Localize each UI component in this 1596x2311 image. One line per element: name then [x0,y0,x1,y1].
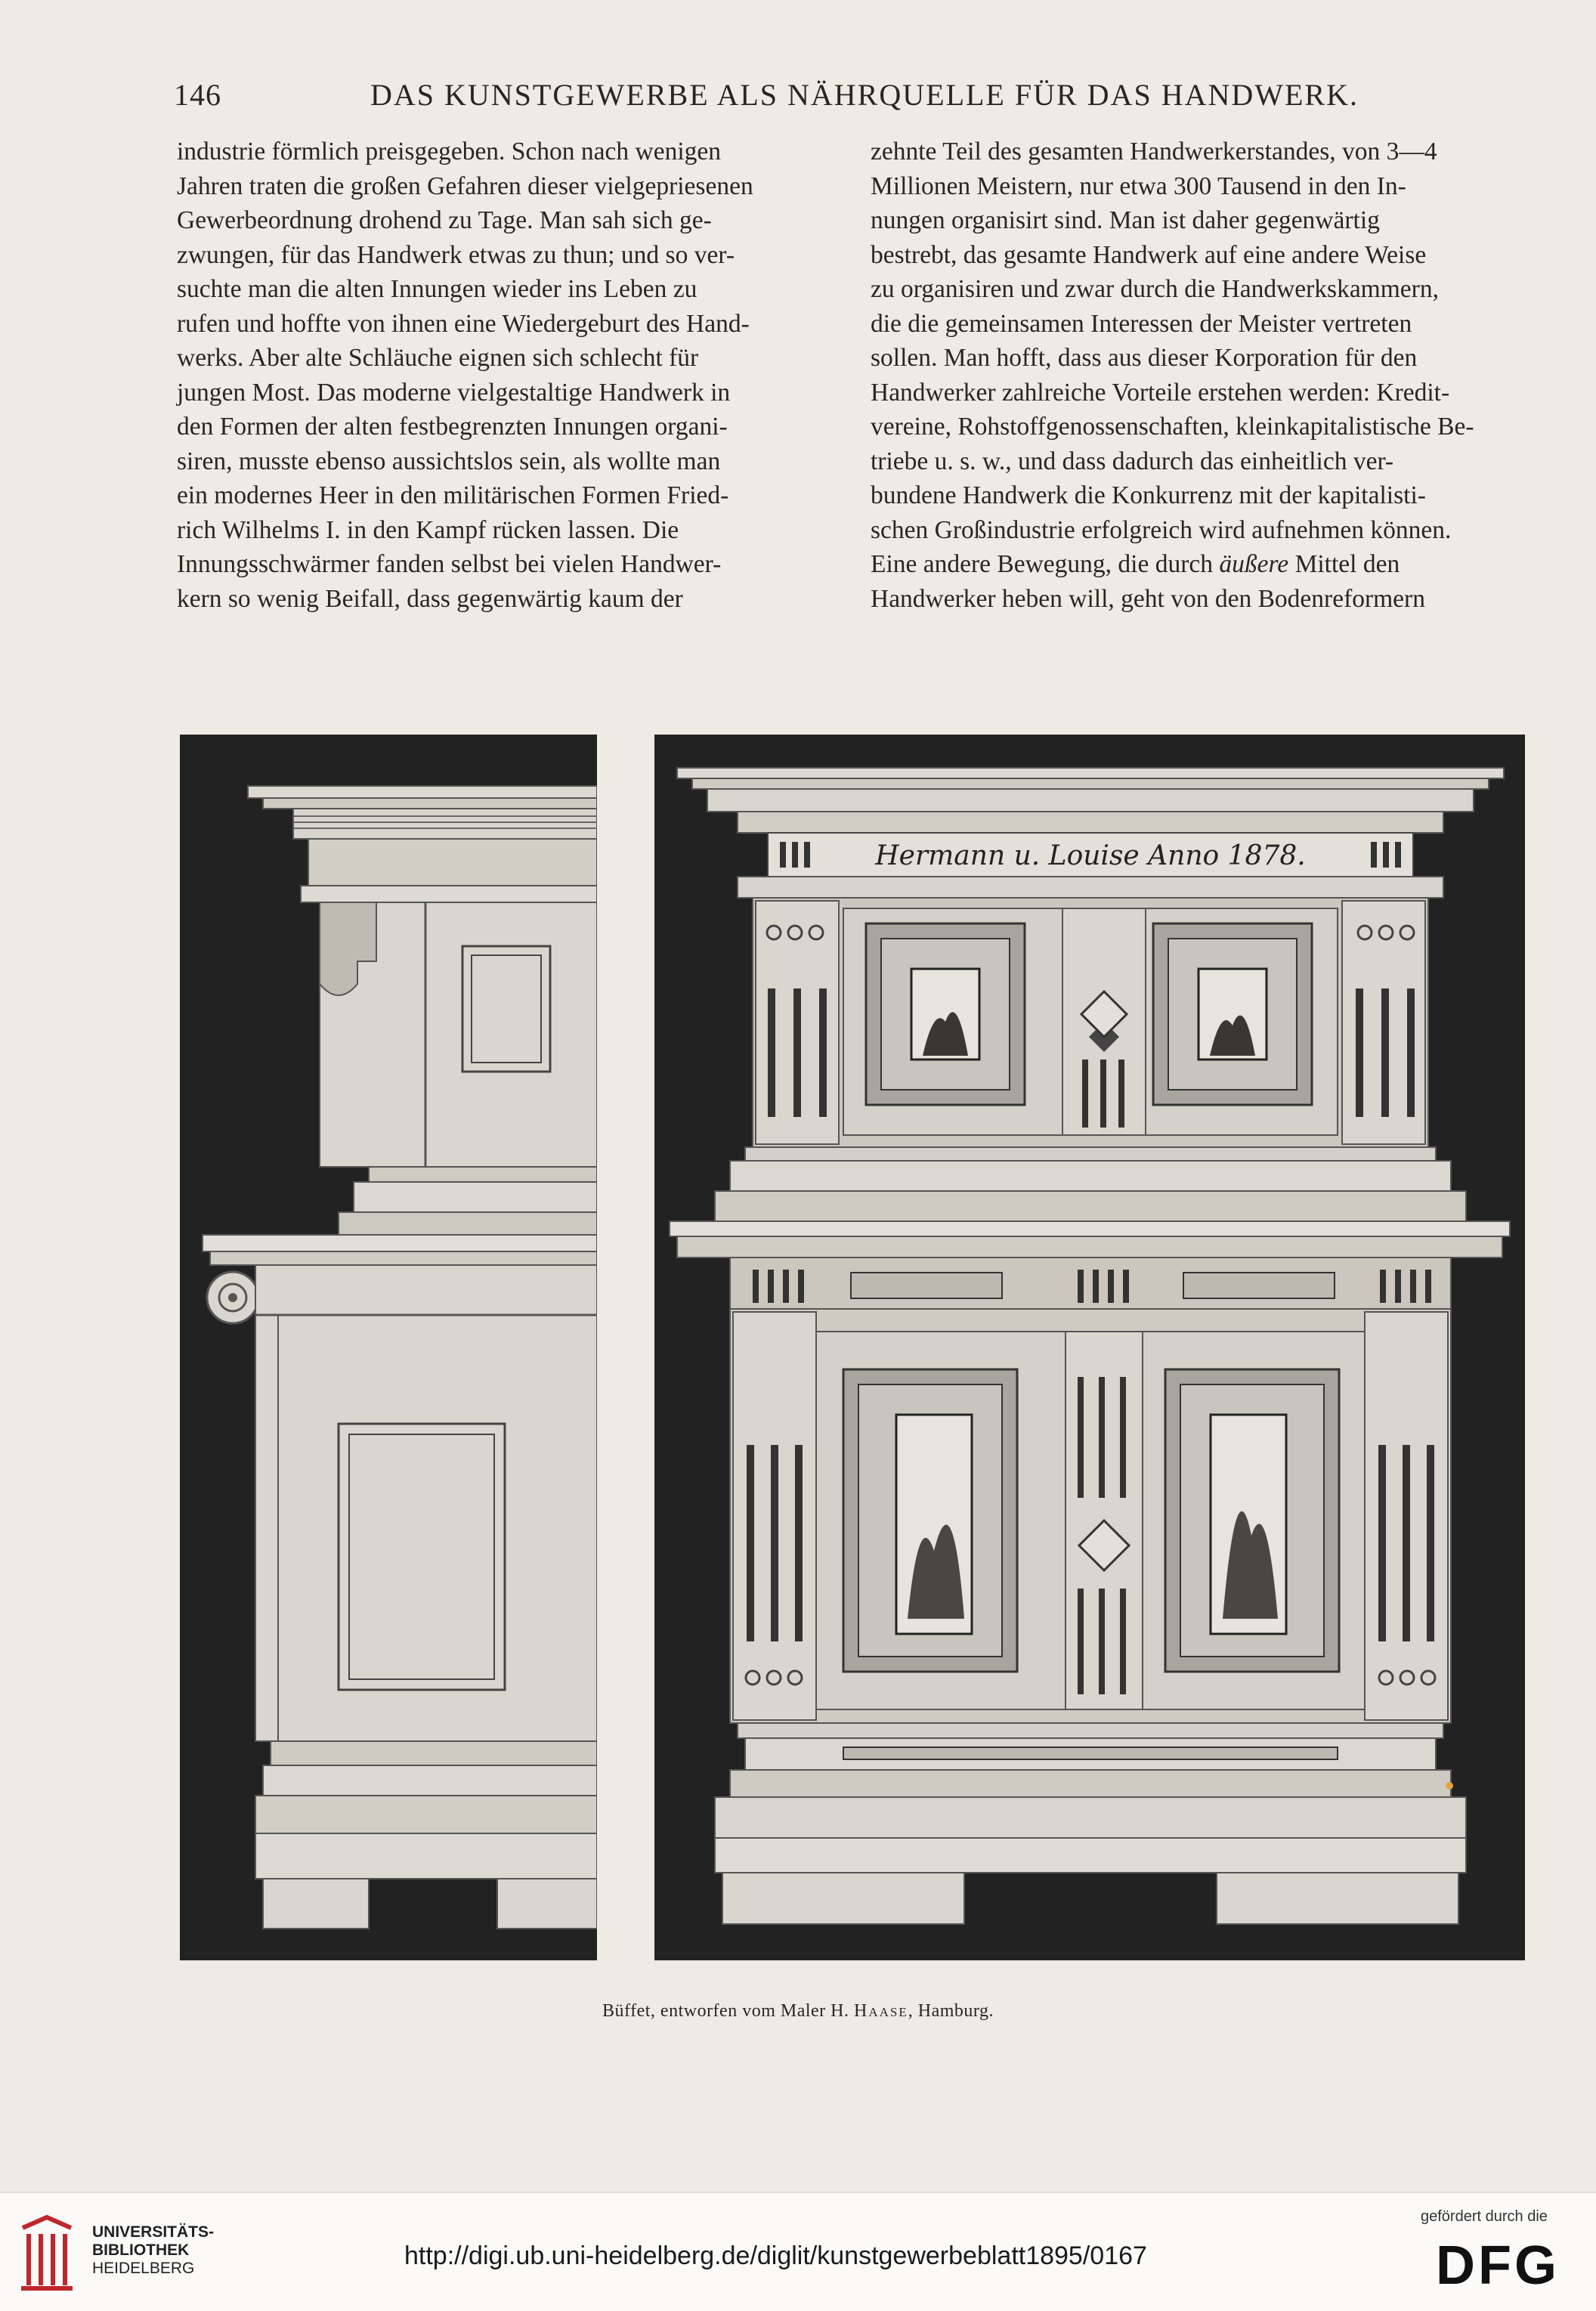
text-line: Gewerbeordnung drohend zu Tage. Man sah sich ge- [177,206,712,234]
buffet-front-illustration [654,735,1525,1960]
text-line: Innungsschwärmer fanden selbst bei vielen Handwer- [177,550,722,578]
text-line: bestrebt, das gesamte Handwerk auf eine andere Weise [871,240,1427,269]
library-line: HEIDELBERG [92,2260,195,2277]
text-line: siren, musste ebenso aussichtslos sein, als wollte man [177,447,721,475]
text-line: rich Wilhelms I. in den Kampf rücken lassen. Die [177,515,679,544]
university-library-logo [17,2213,77,2296]
running-title: DAS KUNSTGEWERBE ALS NÄHRQUELLE FÜR DAS HANDWERK. [370,78,1359,112]
text-line: Millionen Meistern, nur etwa 300 Tausend in den In- [871,172,1406,200]
text-line: kern so wenig Beifall, dass gegenwärtig kaum der [177,584,683,613]
emphasis-word: äußere [1219,550,1289,578]
text-line: zehnte Teil des gesamten Handwerkerstandes, von 3—4 [871,138,1437,166]
dfg-logo-text: DFG [1436,2235,1560,2296]
text-line: nungen organisirt sind. Man ist daher gegenwärtig [871,206,1380,234]
text-line: die die gemeinsamen Interessen der Meister vertreten [871,309,1412,338]
text-column-left [177,135,834,616]
text-line [871,547,1520,582]
funding-note: gefördert durch die [1421,2208,1548,2225]
scan-mark [1446,1782,1453,1790]
buffet-front-view [654,735,1525,1960]
text-line: bundene Handwerk die Konkurrenz mit der kapitalisti- [871,481,1426,509]
permalink-url[interactable]: http://digi.ub.uni-heidelberg.de/diglit/kunstgewerbeblatt1895/0167 [404,2241,1147,2270]
text-line: werks. Aber alte Schläuche eignen sich schlecht für [177,344,699,372]
digitization-footer [0,2192,1596,2311]
library-line: UNIVERSITÄTS- [92,2223,215,2241]
text-line: zwungen, für das Handwerk etwas zu thun; und so ver- [177,240,735,269]
text-line: Handwerker heben will, geht von den Bodenreformern [871,584,1425,613]
text-line: sollen. Man hofft, dass aus dieser Korporation für den [871,344,1418,372]
text-line: industrie förmlich preisgegeben. Schon nach wenigen [177,138,722,166]
text-line: jungen Most. Das moderne vielgestaltige Handwerk in [177,378,731,407]
caption-text: , Hamburg. [908,2001,994,2021]
page-number: 146 [174,78,221,112]
text-fragment: Eine andere Bewegung, die durch [871,550,1214,578]
text-line: den Formen der alten festbegrenzten Innungen organi- [177,413,728,441]
text-line: Handwerker zahlreiche Vorteile erstehen werden: Kredit- [871,378,1450,407]
text-column-right [871,135,1520,616]
running-head [174,77,1519,115]
library-name [92,2223,214,2278]
text-line: suchte man die alten Innungen wieder ins Leben zu [177,275,697,303]
buffet-side-view [180,735,597,1960]
designer-name: Haase [854,2001,908,2021]
text-line: schen Großindustrie erfolgreich wird aufnehmen können. [871,515,1452,544]
figure-caption [0,2001,1596,2022]
text-line: zu organisiren und zwar durch die Handwerkskammern, [871,275,1439,303]
buffet-side-illustration [180,735,597,1960]
text-line: Jahren traten die großen Gefahren dieser vielgepriesenen [177,172,753,200]
text-line: vereine, Rohstoffgenossenschaften, kleinkapitalistische Be- [871,413,1474,441]
text-fragment: Mittel den [1294,550,1400,578]
text-line: rufen und hoffte von ihnen eine Wiedergeburt des Hand- [177,309,750,338]
text-line: ein modernes Heer in den militärischen Formen Fried- [177,481,729,509]
inscription-text: Hermann u. Louise Anno 1878. [875,840,1306,871]
text-line: triebe u. s. w., und dass dadurch das einheitlich ver- [871,447,1394,475]
library-line: BIBLIOTHEK [92,2241,190,2259]
caption-text: Büffet, entworfen vom Maler H. [602,2001,855,2021]
dfg-logo [1422,2229,1573,2297]
